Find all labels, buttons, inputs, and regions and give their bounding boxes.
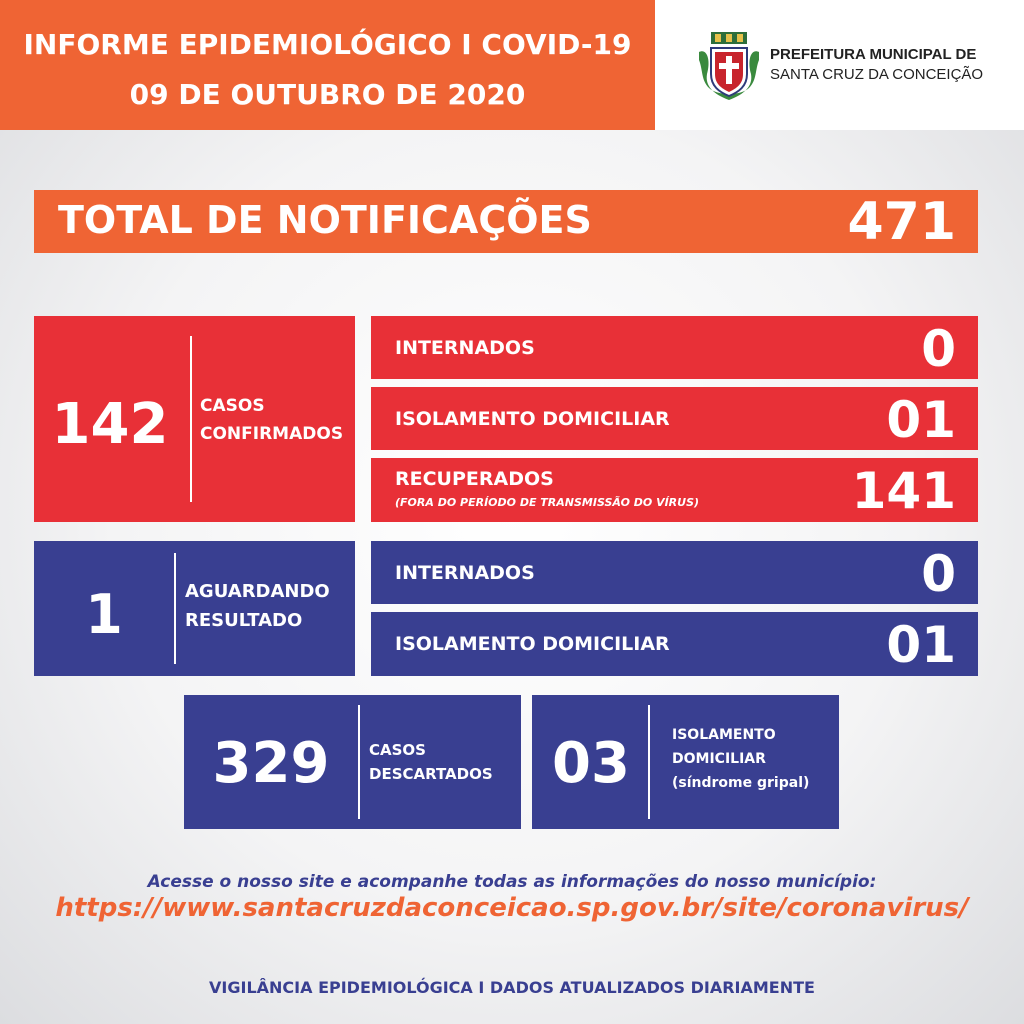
confirmed-recovered-value: 141 [851,462,956,520]
discarded-label-line1: CASOS [369,741,426,759]
flu-isolation-value: 03 [552,731,630,796]
org-name-line1: PREFEITURA MUNICIPAL DE [770,46,977,63]
awaiting-home-isolation-value: 01 [886,616,956,674]
divider [174,553,176,664]
divider [190,336,192,502]
total-notifications-value: 471 [847,192,956,252]
header-date: 09 DE OUTUBRO DE 2020 [129,78,526,111]
awaiting-label-line2: RESULTADO [185,610,303,631]
discarded-cases-value: 329 [212,731,330,796]
confirmed-hospitalized-row [371,316,978,379]
confirmed-hospitalized-value: 0 [921,320,956,378]
flu-isolation-panel [532,695,839,829]
access-text: Acesse o nosso site e acompanhe todas as informações do nosso município: [147,872,877,892]
confirmed-recovered-label: RECUPERADOS [395,468,554,490]
confirmed-recovered-row [371,458,978,522]
flu-label-line2: DOMICILIAR [672,751,766,767]
flu-label-line1: ISOLAMENTO [672,727,776,743]
confirmed-home-isolation-row [371,387,978,450]
confirmed-label-line2: CONFIRMADOS [200,424,344,444]
awaiting-hospitalized-label: INTERNADOS [395,562,535,584]
awaiting-hospitalized-row [371,541,978,604]
discarded-label-line2: DESCARTADOS [369,765,493,783]
total-notifications-label: TOTAL DE NOTIFICAÇÕES [58,198,592,242]
municipal-crest-icon [697,30,761,102]
awaiting-home-isolation-row [371,612,978,676]
confirmed-label-line1: CASOS [200,396,265,416]
divider [358,705,360,819]
discarded-cases-panel [184,695,521,829]
site-url-link[interactable]: https://www.santacruzdaconceicao.sp.gov.br/site/coronavirus/ [55,893,969,923]
awaiting-hospitalized-value: 0 [921,545,956,603]
confirmed-cases-panel [34,316,355,522]
confirmed-cases-value: 142 [51,392,169,457]
flu-label-line3: (síndrome gripal) [672,775,810,791]
awaiting-label-line1: AGUARDANDO [185,581,330,602]
header-title: INFORME EPIDEMIOLÓGICO I COVID-19 [23,28,632,61]
divider [648,705,650,819]
awaiting-result-panel [34,541,355,676]
confirmed-hospitalized-label: INTERNADOS [395,337,535,359]
confirmed-home-isolation-value: 01 [886,391,956,449]
awaiting-result-value: 1 [85,583,123,646]
awaiting-home-isolation-label: ISOLAMENTO DOMICILIAR [395,633,670,655]
org-name-line2: SANTA CRUZ DA CONCEIÇÃO [770,66,984,83]
confirmed-home-isolation-label: ISOLAMENTO DOMICILIAR [395,408,670,430]
total-notifications-bar [34,190,978,253]
footer-text: VIGILÂNCIA EPIDEMIOLÓGICA I DADOS ATUALIZADOS DIARIAMENTE [209,978,815,997]
confirmed-recovered-note: (FORA DO PERÍODO DE TRANSMISSÃO DO VÍRUS) [395,496,700,509]
